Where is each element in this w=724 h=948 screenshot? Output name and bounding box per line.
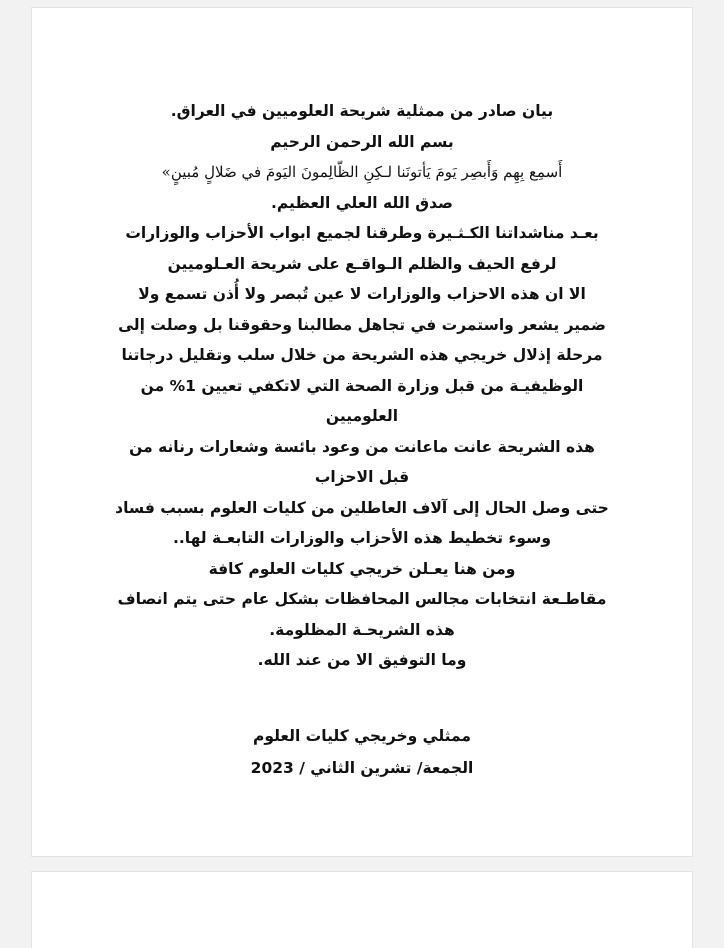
- next-page-edge: [32, 872, 692, 948]
- statement-body: [102, 96, 622, 676]
- signatory: ممثلي وخريجي كليات العلوم: [253, 727, 471, 745]
- body-line: الوظيفيـة من قبل وزارة الصحة التي لاتكفي تعيين 1% من: [140, 376, 584, 395]
- body-line: لرفع الحيف والظلم الـواقـع على شريحة العـلوميين: [167, 254, 557, 273]
- signature-block: [102, 720, 622, 784]
- body-line: ومن هنا يعـلن خريجي كليات العلوم كافة: [208, 559, 516, 578]
- body-line: حتى وصل الحال إلى آلاف العاطلين من كليات العلوم بسبب فساد: [115, 498, 609, 517]
- body-line: مقاطـعة انتخابات مجالس المحافظات بشكل عام حتى يتم انصاف: [117, 590, 607, 608]
- verse-closing: صدق الله العلي العظيم.: [270, 193, 454, 212]
- quran-verse: أَسمِع بِهِم وَأَبصِر يَومَ يَأتونَنا لـكِنِ الظّالِمونَ اليَومَ في ضَلالٍ مُبينٍ»: [161, 163, 563, 181]
- body-line: هذه الشريحة عانت ماعانت من وعود بائسة وشعارات رنانه من: [129, 437, 595, 456]
- document-page: [32, 8, 692, 856]
- date-line: الجمعة/ تشرين الثاني / 2023: [250, 759, 474, 777]
- statement-title: بيان صادر من ممثلية شريحة العلوميين في العراق.: [170, 102, 554, 120]
- body-line: قبل الاحزاب: [314, 468, 410, 486]
- body-line: وسوء تخطيط هذه الأحزاب والوزارات التابعـة لها..: [172, 529, 552, 547]
- body-line: ضمير يشعر واستمرت في تجاهل مطالبنا وحقوقنا بل وصلت إلى: [118, 315, 606, 334]
- closing-line: وما التوفيق الا من عند الله.: [257, 651, 467, 669]
- body-line: الا ان هذه الاحزاب والوزارات لا عين تُبصر ولا أُذن تسمع ولا: [138, 285, 586, 303]
- body-line: مرحلة إذلال خريجي هذه الشريحة من خلال سلب وتقليل درجاتنا: [121, 346, 603, 364]
- body-line: بعـد مناشداتنا الكـثـيرة وطرقنا لجميع ابواب الأحزاب والوزارات: [125, 224, 599, 242]
- body-line: هذه الشريحـة المظلومة.: [269, 620, 455, 639]
- basmala: بسم الله الرحمن الرحيم: [270, 132, 454, 151]
- body-line: العلوميين: [325, 407, 399, 425]
